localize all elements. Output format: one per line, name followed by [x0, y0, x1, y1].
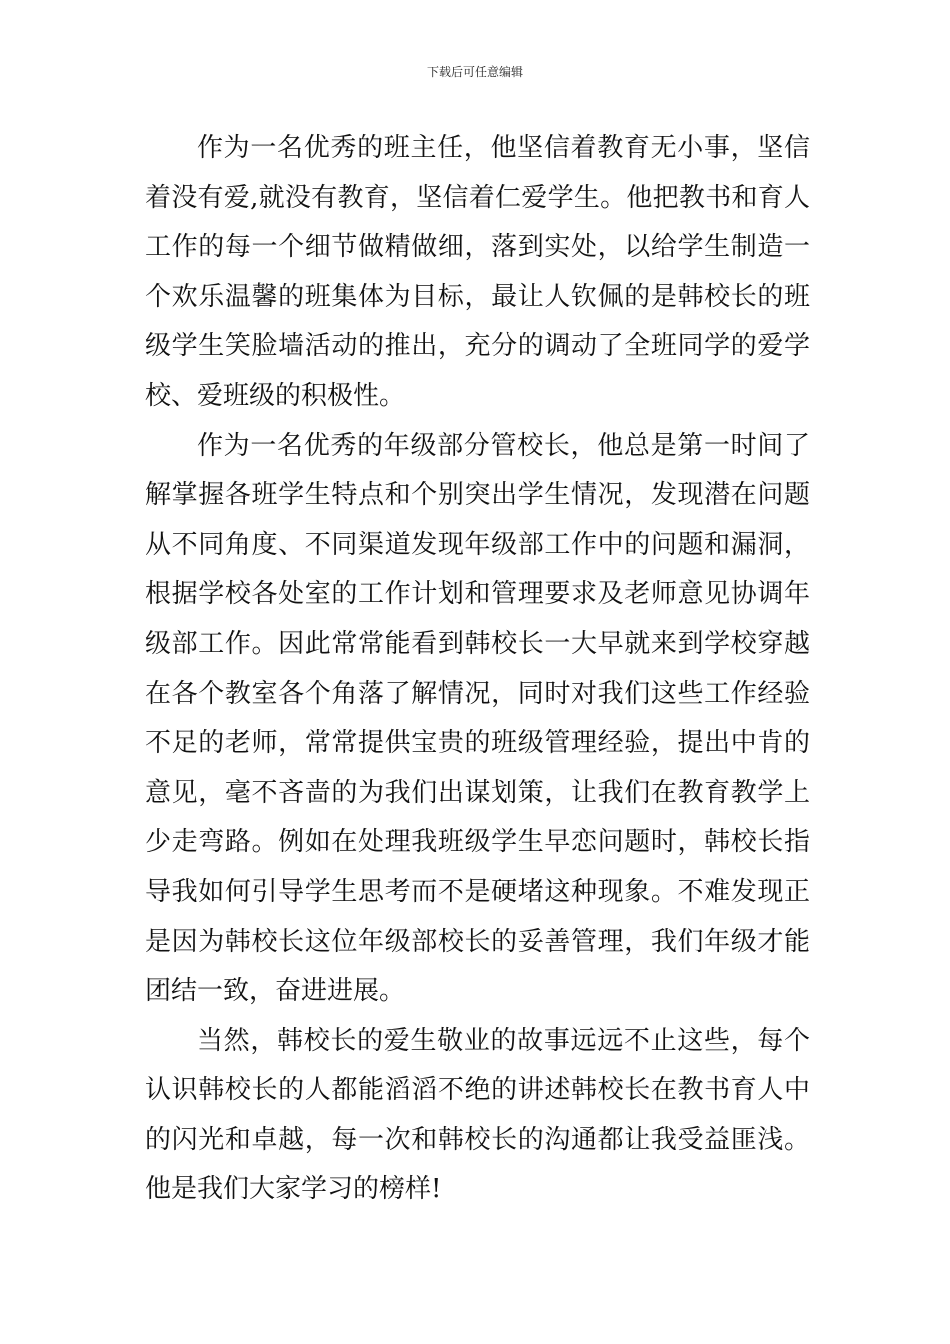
document-body	[145, 124, 810, 1215]
paragraph-1: 作为一名优秀的班主任，他坚信着教育无小事，坚信着没有爱,就没有教育，坚信着仁爱学生。他把教书和育人工作的每一个细节做精做细，落到实处，以给学生制造一个欢乐温馨的班集体为目标，最让人钦佩的是韩校长的班级学生笑脸墙活动的推出，充分的调动了全班同学的爱学校、爱班级的积极性。	[145, 133, 810, 411]
paragraph-2: 作为一名优秀的年级部分管校长，他总是第一时间了解掌握各班学生特点和个别突出学生情况，发现潜在问题从不同角度、不同渠道发现年级部工作中的问题和漏洞，根据学校各处室的工作计划和管理要求及老师意见协调年级部工作。因此常常能看到韩校长一大早就来到学校穿越在各个教室各个角落了解情况，同时对我们这些工作经验不足的老师，常常提供宝贵的班级管理经验，提出中肯的意见，毫不吝啬的为我们出谋划策，让我们在教育教学上少走弯路。例如在处理我班级学生早恋问题时，韩校长指导我如何引导学生思考而不是硬堵这种现象。不难发现正是因为韩校长这位年级部校长的妥善管理，我们年级才能团结一致，奋进进展。	[145, 430, 810, 1007]
paragraph-3: 当然，韩校长的爱生敬业的故事远远不止这些，每个认识韩校长的人都能滔滔不绝的讲述韩校长在教书育人中的闪光和卓越，每一次和韩校长的沟通都让我受益匪浅。他是我们大家学习的榜样!	[145, 1025, 810, 1205]
page-header: 下载后可任意编辑	[426, 65, 523, 79]
